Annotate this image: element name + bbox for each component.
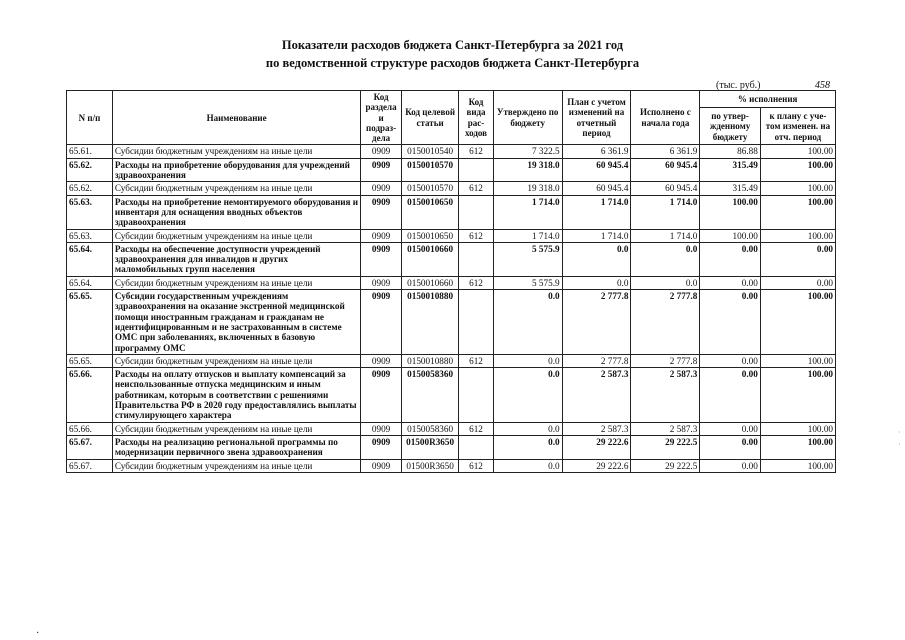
cell-section: 0909: [361, 229, 402, 242]
cell-plan: 6 361.9: [562, 145, 631, 158]
cell-section: 0909: [361, 158, 402, 182]
cell-name: Расходы на оплату отпусков и выплату компенсаций за неиспользованные отпуска медицинским и иным работникам, которым в соответствии с решениями Правительства РФ в 2020 году предоставлялись выплаты стимулирующего характера: [112, 368, 360, 422]
cell-approved: 7 322.5: [493, 145, 562, 158]
cell-section: 0909: [361, 435, 402, 459]
cell-pct-approved: 0.00: [700, 459, 761, 472]
cell-executed: 0.0: [631, 276, 700, 289]
cell-target: 0150010570: [401, 158, 458, 182]
cell-pct-plan: 100.00: [760, 229, 835, 242]
cell-kind: [459, 368, 493, 422]
cell-pct-plan: 100.00: [760, 145, 835, 158]
cell-target: 01500R3650: [401, 435, 458, 459]
cell-name: Субсидии бюджетным учреждениям на иные цели: [112, 459, 360, 472]
cell-target: 0150058360: [401, 422, 458, 435]
cell-num: 65.67.: [67, 435, 113, 459]
cell-pct-approved: 0.00: [700, 435, 761, 459]
margin-mark: ·: [36, 628, 40, 639]
header-num: N п/п: [67, 91, 113, 145]
document-title-line2: по ведомственной структуре расходов бюджета Санкт-Петербурга: [265, 56, 640, 70]
cell-approved: 1 714.0: [493, 195, 562, 229]
cell-plan: 1 714.0: [562, 195, 631, 229]
cell-name: Расходы на реализацию региональной программы по модернизации первичного звена здравоохранения: [112, 435, 360, 459]
table-row: [67, 158, 836, 182]
cell-pct-approved: 0.00: [700, 422, 761, 435]
cell-executed: 2 777.8: [631, 290, 700, 355]
cell-pct-plan: 100.00: [760, 422, 835, 435]
cell-pct-approved: 315.49: [700, 182, 761, 195]
cell-pct-approved: 0.00: [700, 354, 761, 367]
cell-num: 65.67.: [67, 459, 113, 472]
table-row: [67, 354, 836, 367]
cell-approved: 0.0: [493, 354, 562, 367]
cell-pct-plan: 100.00: [760, 158, 835, 182]
cell-executed: 2 587.3: [631, 368, 700, 422]
table-row: [67, 229, 836, 242]
cell-name: Субсидии бюджетным учреждениям на иные цели: [112, 145, 360, 158]
cell-pct-approved: 86.88: [700, 145, 761, 158]
cell-num: 65.65.: [67, 290, 113, 355]
header-kind: Код вида рас-ходов: [459, 91, 493, 145]
table-row: [67, 459, 836, 472]
cell-executed: 2 777.8: [631, 354, 700, 367]
cell-plan: 0.0: [562, 276, 631, 289]
header-section: Код раздела и подраз-дела: [361, 91, 402, 145]
margin-dots-1: ·: [898, 428, 901, 437]
cell-num: 65.64.: [67, 276, 113, 289]
table-row: [67, 290, 836, 355]
cell-num: 65.66.: [67, 422, 113, 435]
cell-num: 65.65.: [67, 354, 113, 367]
cell-executed: 6 361.9: [631, 145, 700, 158]
cell-target: 0150010570: [401, 182, 458, 195]
cell-executed: 2 587.3: [631, 422, 700, 435]
cell-approved: 1 714.0: [493, 229, 562, 242]
cell-kind: 612: [459, 145, 493, 158]
cell-executed: 1 714.0: [631, 195, 700, 229]
header-pct-approved: по утвер-жденному бюджету: [700, 108, 761, 145]
cell-section: 0909: [361, 290, 402, 355]
cell-kind: 612: [459, 459, 493, 472]
cell-plan: 2 777.8: [562, 354, 631, 367]
cell-approved: 5 575.9: [493, 276, 562, 289]
cell-kind: 612: [459, 276, 493, 289]
cell-approved: 0.0: [493, 435, 562, 459]
cell-target: 01500R3650: [401, 459, 458, 472]
cell-approved: 0.0: [493, 422, 562, 435]
cell-name: Расходы на приобретение немонтируемого оборудования и инвентаря для оснащения вводных объектов здравоохранения: [112, 195, 360, 229]
cell-kind: [459, 435, 493, 459]
table-body: [67, 145, 836, 472]
table-row: [67, 195, 836, 229]
cell-pct-plan: 100.00: [760, 290, 835, 355]
cell-kind: [459, 195, 493, 229]
expenditure-table: [66, 90, 836, 473]
cell-pct-approved: 100.00: [700, 195, 761, 229]
cell-target: 0150010660: [401, 276, 458, 289]
cell-section: 0909: [361, 242, 402, 276]
table-header: [67, 91, 836, 145]
table-row: [67, 182, 836, 195]
cell-plan: 60 945.4: [562, 158, 631, 182]
cell-plan: 0.0: [562, 242, 631, 276]
table-row: [67, 276, 836, 289]
cell-name: Субсидии бюджетным учреждениям на иные цели: [112, 422, 360, 435]
table-row: [67, 435, 836, 459]
cell-num: 65.66.: [67, 368, 113, 422]
cell-kind: 612: [459, 182, 493, 195]
cell-pct-plan: 0.00: [760, 242, 835, 276]
cell-num: 65.63.: [67, 229, 113, 242]
cell-target: 0150010660: [401, 242, 458, 276]
cell-plan: 1 714.0: [562, 229, 631, 242]
cell-executed: 1 714.0: [631, 229, 700, 242]
table-row: [67, 422, 836, 435]
cell-plan: 60 945.4: [562, 182, 631, 195]
cell-kind: 612: [459, 422, 493, 435]
cell-section: 0909: [361, 354, 402, 367]
cell-num: 65.63.: [67, 195, 113, 229]
cell-name: Расходы на обеспечение доступности учреждений здравоохранения для инвалидов и других маломобильных групп населения: [112, 242, 360, 276]
cell-name: Субсидии бюджетным учреждениям на иные цели: [112, 229, 360, 242]
cell-name: Расходы на приобретение оборудования для учреждений здравоохранения: [112, 158, 360, 182]
cell-executed: 29 222.5: [631, 435, 700, 459]
cell-executed: 29 222.5: [631, 459, 700, 472]
cell-plan: 29 222.6: [562, 459, 631, 472]
units-label: (тыс. руб.): [716, 80, 761, 91]
cell-section: 0909: [361, 182, 402, 195]
cell-pct-approved: 0.00: [700, 276, 761, 289]
cell-pct-plan: 100.00: [760, 435, 835, 459]
header-approved: Утверждено по бюджету: [493, 91, 562, 145]
table-row: [67, 368, 836, 422]
header-pct-plan: к плану с уче-том изменен. на отч. период: [760, 108, 835, 145]
cell-name: Субсидии бюджетным учреждениям на иные цели: [112, 354, 360, 367]
cell-target: 0150010540: [401, 145, 458, 158]
document-title-line1: Показатели расходов бюджета Санкт-Петербурга за 2021 год: [281, 38, 624, 52]
cell-target: 0150010880: [401, 354, 458, 367]
cell-num: 65.64.: [67, 242, 113, 276]
cell-approved: 0.0: [493, 368, 562, 422]
cell-pct-approved: 0.00: [700, 242, 761, 276]
cell-plan: 2 587.3: [562, 368, 631, 422]
cell-pct-plan: 100.00: [760, 459, 835, 472]
cell-section: 0909: [361, 145, 402, 158]
header-executed: Исполнено с начала года: [631, 91, 700, 145]
cell-executed: 0.0: [631, 242, 700, 276]
cell-pct-approved: 315.49: [700, 158, 761, 182]
table-row: [67, 145, 836, 158]
cell-approved: 0.0: [493, 459, 562, 472]
cell-pct-plan: 100.00: [760, 195, 835, 229]
table-row: [67, 242, 836, 276]
cell-name: Субсидии бюджетным учреждениям на иные цели: [112, 182, 360, 195]
cell-target: 0150010880: [401, 290, 458, 355]
cell-pct-plan: 100.00: [760, 354, 835, 367]
cell-kind: 612: [459, 354, 493, 367]
cell-kind: 612: [459, 229, 493, 242]
cell-section: 0909: [361, 368, 402, 422]
cell-name: Субсидии государственным учреждениям здравоохранения на оказание экстренной медицинской помощи иностранным гражданам и гражданам не идентифицированным и не застрахованным в системе ОМС при заболеваниях, включенных в базовую программу ОМС: [112, 290, 360, 355]
cell-pct-approved: 0.00: [700, 290, 761, 355]
cell-executed: 60 945.4: [631, 158, 700, 182]
cell-approved: 19 318.0: [493, 158, 562, 182]
cell-plan: 29 222.6: [562, 435, 631, 459]
cell-section: 0909: [361, 459, 402, 472]
margin-dots-2: ·: [898, 440, 901, 449]
cell-section: 0909: [361, 276, 402, 289]
cell-pct-plan: 0.00: [760, 276, 835, 289]
cell-approved: 19 318.0: [493, 182, 562, 195]
cell-approved: 5 575.9: [493, 242, 562, 276]
cell-pct-plan: 100.00: [760, 182, 835, 195]
header-name: Наименование: [112, 91, 360, 145]
cell-num: 65.62.: [67, 158, 113, 182]
cell-pct-approved: 100.00: [700, 229, 761, 242]
cell-num: 65.62.: [67, 182, 113, 195]
cell-executed: 60 945.4: [631, 182, 700, 195]
cell-approved: 0.0: [493, 290, 562, 355]
cell-target: 0150010650: [401, 229, 458, 242]
cell-plan: 2 777.8: [562, 290, 631, 355]
cell-pct-approved: 0.00: [700, 368, 761, 422]
page-number: 458: [815, 80, 830, 91]
cell-plan: 2 587.3: [562, 422, 631, 435]
cell-num: 65.61.: [67, 145, 113, 158]
cell-section: 0909: [361, 422, 402, 435]
cell-section: 0909: [361, 195, 402, 229]
cell-pct-plan: 100.00: [760, 368, 835, 422]
header-plan: План с учетом изменений на отчетный период: [562, 91, 631, 145]
header-percent-group: % исполнения: [700, 91, 836, 108]
cell-target: 0150058360: [401, 368, 458, 422]
cell-kind: [459, 290, 493, 355]
cell-kind: [459, 242, 493, 276]
cell-name: Субсидии бюджетным учреждениям на иные цели: [112, 276, 360, 289]
cell-kind: [459, 158, 493, 182]
cell-target: 0150010650: [401, 195, 458, 229]
header-target: Код целевой статьи: [401, 91, 458, 145]
